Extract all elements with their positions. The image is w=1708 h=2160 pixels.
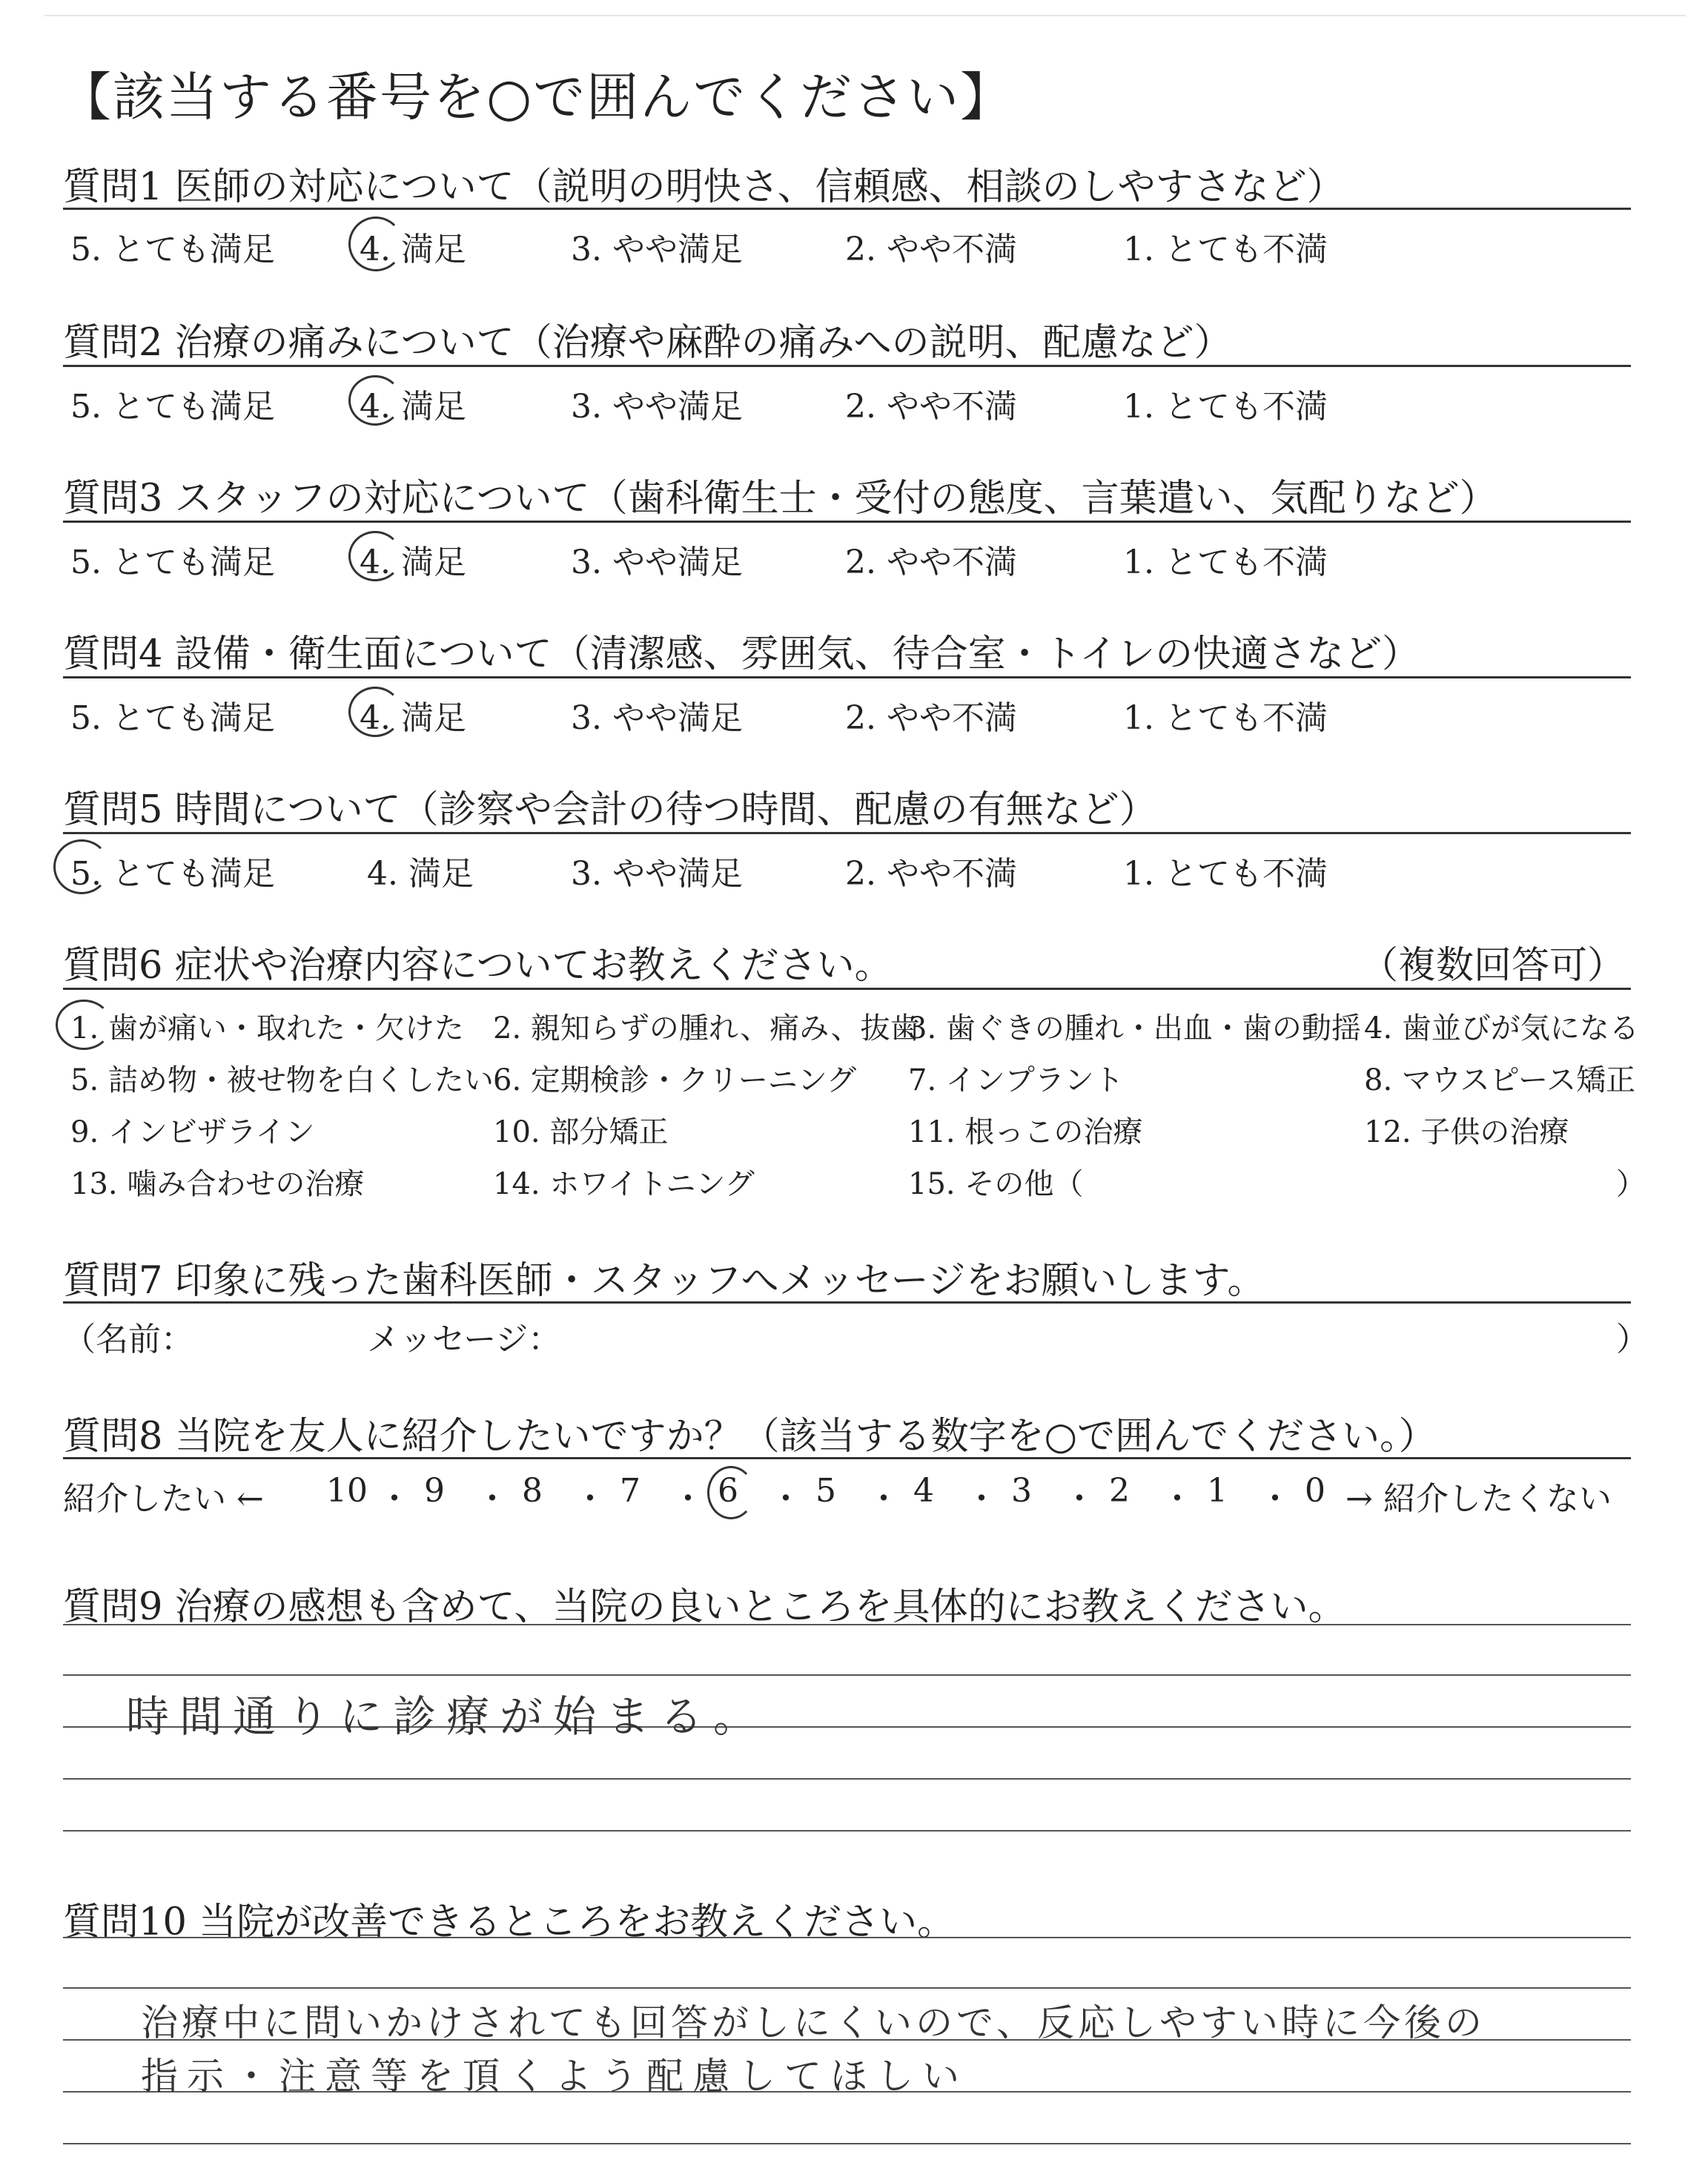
q7-close: ） [1616, 1321, 1649, 1358]
q1-option-2[interactable]: 2. やや不満 [845, 231, 1017, 268]
q8-number-6[interactable]: 6 [718, 1472, 738, 1510]
q2-selection-circle [348, 375, 402, 426]
q6-option-8[interactable]: 8. マウスピース矯正 [1364, 1063, 1636, 1097]
q9-line-1 [63, 1624, 1631, 1625]
q6-option-14[interactable]: 14. ホワイトニング [493, 1167, 755, 1201]
q6-option-1[interactable]: 1. 歯が痛い・取れた・欠けた [70, 1011, 464, 1046]
top-border [44, 15, 1686, 16]
q3-selection-circle [348, 531, 402, 581]
q8-number-1[interactable]: 1 [1207, 1472, 1228, 1510]
q5-selection-circle [53, 839, 110, 894]
q10-line-1 [63, 1937, 1631, 1938]
q8-rule [63, 1457, 1631, 1459]
q8-separator-dot: ・ [867, 1480, 900, 1518]
q8-number-5[interactable]: 5 [815, 1472, 836, 1510]
q8-separator-dot: ・ [378, 1480, 411, 1518]
q1-option-5[interactable]: 5. とても満足 [70, 231, 275, 268]
q8-separator-dot: ・ [1161, 1480, 1194, 1518]
q7-message-label: メッセージ： [367, 1321, 561, 1358]
q3-option-1[interactable]: 1. とても不満 [1123, 544, 1328, 581]
q9-line-2 [63, 1674, 1631, 1676]
q8-separator-dot: ・ [574, 1480, 606, 1518]
q6-option-6[interactable]: 6. 定期検診・クリーニング [493, 1063, 857, 1097]
q8-number-10[interactable]: 10 [326, 1472, 368, 1510]
q8-separator-dot: ・ [1259, 1480, 1291, 1518]
q1-title: 質問1 医師の対応について（説明の明快さ、信頼感、相談のしやすさなど） [63, 165, 1345, 209]
q5-option-1[interactable]: 1. とても不満 [1123, 855, 1328, 893]
q1-rule [63, 208, 1631, 210]
q6-note: （複数回答可） [1360, 944, 1626, 988]
q4-option-2[interactable]: 2. やや不満 [845, 699, 1017, 737]
q6-option-3[interactable]: 3. 歯ぐきの腫れ・出血・歯の動揺 [908, 1011, 1361, 1046]
q8-right-label: → 紹介したくない [1345, 1480, 1612, 1518]
q9-handwritten-answer: 時間通りに診療が始まる。 [126, 1691, 767, 1742]
q6-rule [63, 988, 1631, 990]
q2-option-4[interactable]: 4. 満足 [360, 388, 466, 426]
q8-number-3[interactable]: 3 [1011, 1472, 1032, 1510]
q8-left-label: 紹介したい ← [63, 1480, 264, 1518]
q8-number-2[interactable]: 2 [1109, 1472, 1130, 1510]
q8-number-9[interactable]: 9 [424, 1472, 445, 1510]
q4-selection-circle [348, 687, 402, 737]
q7-rule [63, 1301, 1631, 1304]
q5-title: 質問5 時間について（診察や会計の待つ時間、配慮の有無など） [63, 788, 1157, 832]
q6-option-15[interactable]: 15. その他（ [908, 1167, 1084, 1201]
q2-option-1[interactable]: 1. とても不満 [1123, 388, 1328, 426]
q8-separator-dot: ・ [965, 1480, 998, 1518]
q9-line-4 [63, 1778, 1631, 1780]
q1-option-4[interactable]: 4. 満足 [360, 231, 466, 268]
q2-rule [63, 365, 1631, 367]
q2-option-2[interactable]: 2. やや不満 [845, 388, 1017, 426]
q3-option-4[interactable]: 4. 満足 [360, 544, 466, 581]
q8-separator-dot: ・ [769, 1480, 802, 1518]
q4-title: 質問4 設備・衛生面について（清潔感、雰囲気、待合室・トイレの快適さなど） [63, 633, 1420, 676]
q3-option-5[interactable]: 5. とても満足 [70, 544, 275, 581]
q8-number-0[interactable]: 0 [1305, 1472, 1325, 1510]
q3-title: 質問3 スタッフの対応について（歯科衛生士・受付の態度、言葉遣い、気配りなど） [63, 477, 1497, 521]
q1-selection-circle [348, 217, 403, 271]
q8-selection-circle [707, 1466, 755, 1519]
q4-option-3[interactable]: 3. やや満足 [571, 699, 743, 737]
q10-line-5 [63, 2143, 1631, 2144]
q5-rule [63, 832, 1631, 834]
q8-number-4[interactable]: 4 [913, 1472, 934, 1510]
q6-option-2[interactable]: 2. 親知らずの腫れ、痛み、抜歯 [493, 1011, 920, 1046]
q8-separator-dot: ・ [476, 1480, 509, 1518]
q2-option-5[interactable]: 5. とても満足 [70, 388, 275, 426]
q9-line-5 [63, 1830, 1631, 1832]
q2-option-3[interactable]: 3. やや満足 [571, 388, 743, 426]
q6-option-4[interactable]: 4. 歯並びが気になる [1364, 1011, 1639, 1046]
q5-option-3[interactable]: 3. やや満足 [571, 855, 743, 893]
q5-option-2[interactable]: 2. やや不満 [845, 855, 1017, 893]
q6-selection-circle [56, 1000, 112, 1050]
q3-option-2[interactable]: 2. やや不満 [845, 544, 1017, 581]
q6-other-close: ） [1616, 1167, 1646, 1201]
q9-title: 質問9 治療の感想も含めて、当院の良いところを具体的にお教えください。 [63, 1585, 1346, 1629]
q5-option-4[interactable]: 4. 満足 [367, 855, 474, 893]
q6-title: 質問6 症状や治療内容についてお教えください。 [63, 944, 893, 988]
page-header: 【該当する番号を○で囲んでください】 [59, 67, 1014, 128]
q6-option-10[interactable]: 10. 部分矯正 [493, 1115, 669, 1149]
q5-option-5[interactable]: 5. とても満足 [70, 855, 275, 893]
q3-rule [63, 521, 1631, 523]
q7-title: 質問7 印象に残った歯科医師・スタッフへメッセージをお願いします。 [63, 1259, 1265, 1303]
q6-option-9[interactable]: 9. インビザライン [70, 1115, 315, 1149]
q6-option-11[interactable]: 11. 根っこの治療 [908, 1115, 1143, 1149]
q4-rule [63, 676, 1631, 678]
q10-line-2 [63, 1987, 1631, 1989]
q8-separator-dot: ・ [1063, 1480, 1096, 1518]
q8-number-8[interactable]: 8 [522, 1472, 543, 1510]
q2-title: 質問2 治療の痛みについて（治療や麻酔の痛みへの説明、配慮など） [63, 321, 1232, 365]
q3-option-3[interactable]: 3. やや満足 [571, 544, 743, 581]
q10-handwritten-line-2: 指示・注意等を頂くよう配慮してほしい [141, 2055, 968, 2098]
q1-option-3[interactable]: 3. やや満足 [571, 231, 743, 268]
q4-option-4[interactable]: 4. 満足 [360, 699, 466, 737]
q4-option-5[interactable]: 5. とても満足 [70, 699, 275, 737]
q10-title: 質問10 当院が改善できるところをお教えください。 [63, 1900, 956, 1944]
q4-option-1[interactable]: 1. とても不満 [1123, 699, 1328, 737]
q7-name-label: （名前： [63, 1321, 193, 1358]
q10-handwritten-line-1: 治療中に問いかけされても回答がしにくいので、反応しやすい時に今後の [141, 2001, 1486, 2044]
q6-option-5[interactable]: 5. 詰め物・被せ物を白くしたい [70, 1063, 494, 1097]
q1-option-1[interactable]: 1. とても不満 [1123, 231, 1328, 268]
q8-number-7[interactable]: 7 [620, 1472, 640, 1510]
q8-separator-dot: ・ [672, 1480, 704, 1518]
q6-option-13[interactable]: 13. 噛み合わせの治療 [70, 1167, 365, 1201]
q8-title: 質問8 当院を友人に紹介したいですか？（該当する数字を○で囲んでください。） [63, 1415, 1437, 1459]
q6-option-12[interactable]: 12. 子供の治療 [1364, 1115, 1569, 1149]
q6-option-7[interactable]: 7. インプラント [908, 1063, 1124, 1097]
